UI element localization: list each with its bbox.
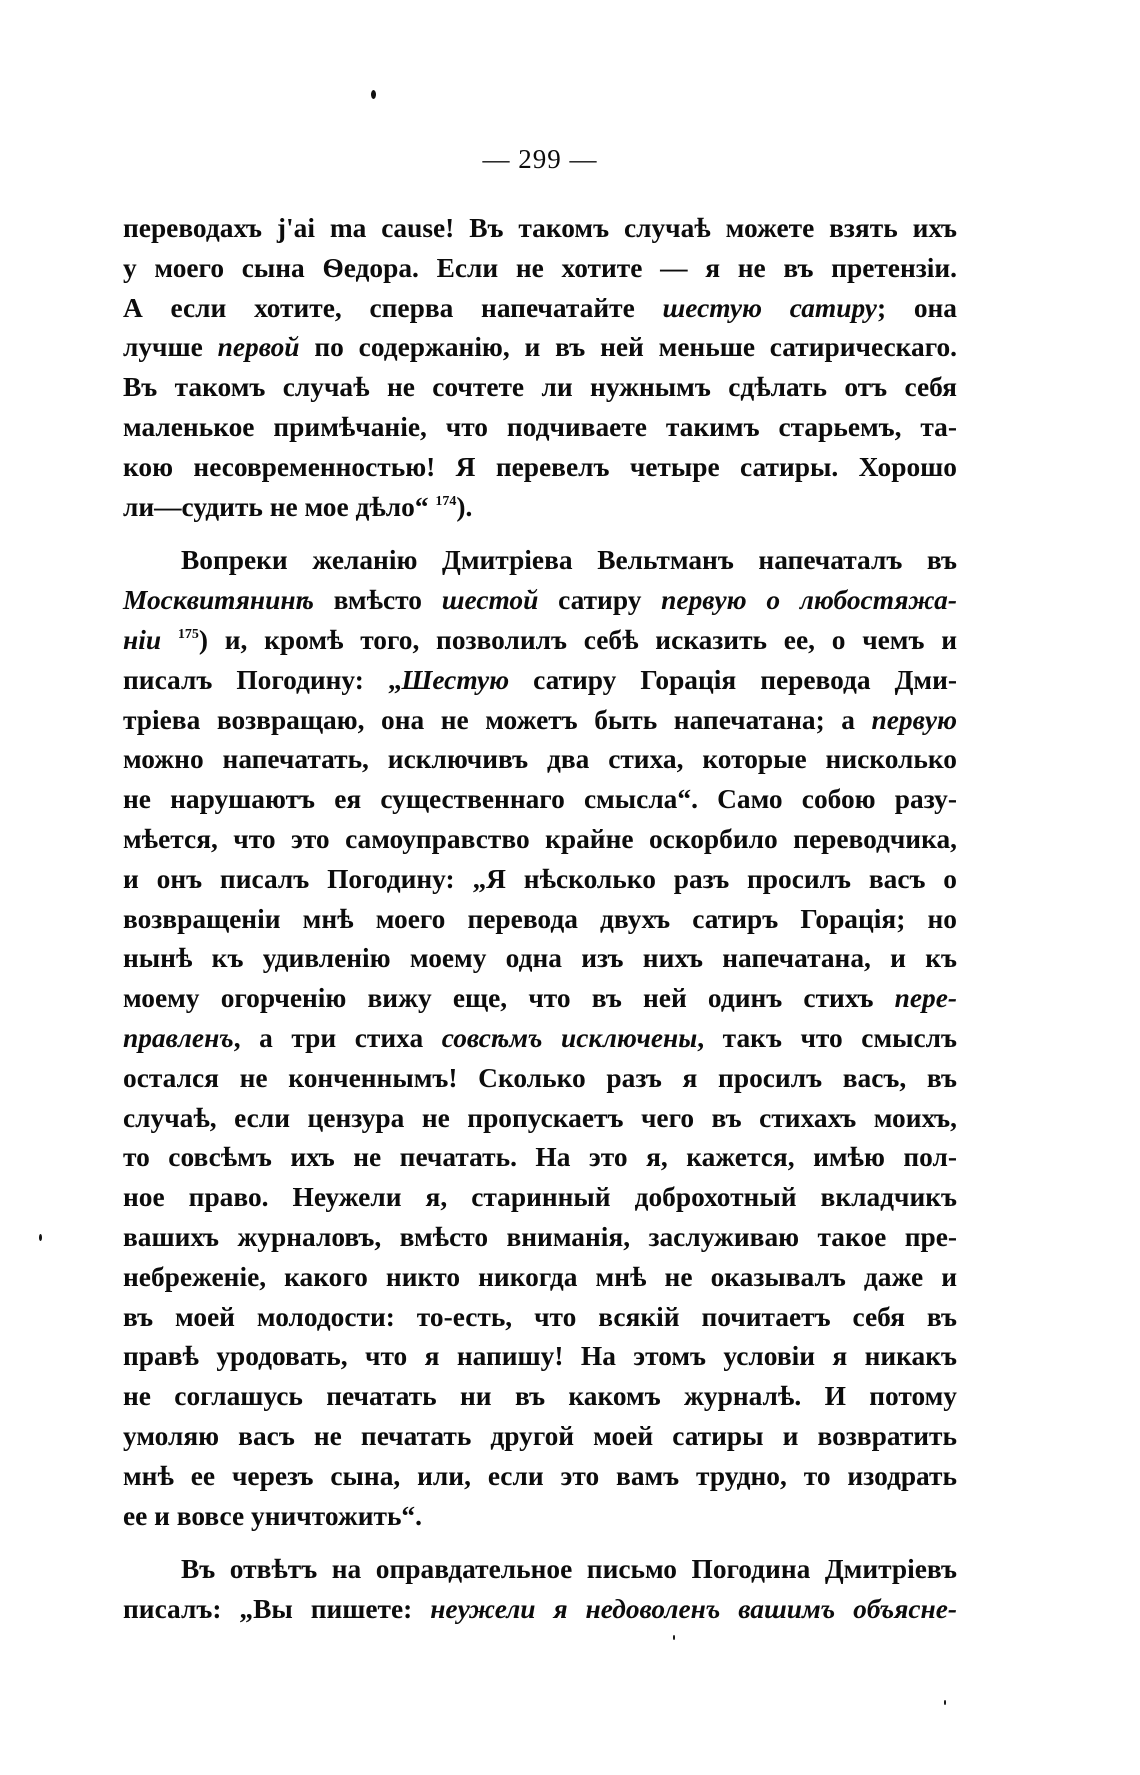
text-run: сатиру Горація перевода Дми-	[509, 664, 957, 695]
paragraph	[123, 209, 957, 527]
text-line	[123, 1218, 957, 1258]
body-text	[123, 209, 957, 1630]
text-run: сатиру	[538, 585, 662, 616]
text-line	[123, 661, 957, 701]
text-line	[123, 860, 957, 900]
text-line	[123, 701, 957, 741]
text-run: , такъ что смыслъ	[697, 1022, 957, 1053]
text-line	[123, 328, 957, 368]
text-run: остался не конченнымъ! Сколько разъ я просилъ васъ, въ	[123, 1062, 957, 1093]
text-run: ее и вовсе уничтожить“.	[123, 1500, 422, 1531]
text-line	[123, 408, 957, 448]
text-run: случаѣ, если цензура не пропускаетъ чего въ стихахъ моихъ,	[123, 1102, 957, 1133]
text-line	[123, 1298, 957, 1338]
text-line	[123, 541, 957, 581]
text-line	[123, 1337, 957, 1377]
text-line	[123, 621, 957, 661]
text-line	[123, 1457, 957, 1497]
text-run: ).	[456, 491, 473, 522]
text-line	[123, 900, 957, 940]
ink-speck	[371, 90, 376, 99]
paragraph	[123, 541, 957, 1536]
text-run: умоляю васъ не печатать другой моей сатиры и возвратить	[123, 1420, 957, 1451]
text-run: , а три стиха	[233, 1022, 442, 1053]
text-run: Вопреки желанію Дмитріева Вельтманъ напечаталъ въ	[181, 545, 957, 576]
italic-text: совсѣмъ исключены	[441, 1022, 698, 1053]
text-run: по содержанію, и въ ней меньше сатирическаго.	[299, 332, 957, 363]
text-line	[123, 1138, 957, 1178]
italic-text: первой	[217, 332, 300, 363]
text-run: и онъ писалъ Погодину: „Я нѣсколько разъ просилъ васъ о	[123, 863, 957, 894]
text-run: писалъ: „Вы пишете:	[123, 1594, 431, 1625]
text-run: ) и, кромѣ того, позволилъ себѣ исказить ее, о чемъ и	[198, 624, 957, 655]
text-run: небреженіе, какого никто никогда мнѣ не оказывалъ даже и	[123, 1261, 957, 1292]
text-run: не нарушаютъ ея существеннаго смысла“. Само собою разу-	[123, 784, 957, 815]
text-line	[123, 780, 957, 820]
italic-text: первую о любостяжа-	[661, 585, 957, 616]
text-run: тріева возвращаю, она не можетъ быть напечатана; а	[123, 704, 872, 735]
text-line	[123, 581, 957, 621]
text-line	[123, 1059, 957, 1099]
text-line	[123, 1550, 957, 1590]
text-line	[123, 368, 957, 408]
text-line	[123, 249, 957, 289]
text-run: у моего сына Ѳедора. Если не хотите — я не въ претензіи.	[123, 252, 957, 283]
italic-text: правленъ	[123, 1022, 234, 1053]
text-run: ; она	[876, 292, 957, 323]
text-line	[123, 740, 957, 780]
text-run: ное право. Неужели я, старинный доброхотный вкладчикъ	[123, 1182, 957, 1213]
text-line	[123, 1590, 957, 1630]
italic-text: Шестую	[401, 664, 510, 695]
text-line	[123, 488, 957, 528]
text-run: вмѣсто	[313, 585, 442, 616]
text-run: не соглашусь печатать ни въ какомъ журналѣ. И потому	[123, 1381, 957, 1412]
text-run: моему огорченію вижу еще, что въ ней одинъ стихъ	[123, 983, 895, 1014]
text-run: можно напечатать, исключивъ два стиха, которые нисколько	[123, 744, 957, 775]
italic-text: неужели я недоволенъ вашимъ объясне-	[430, 1594, 957, 1625]
text-line	[123, 979, 957, 1019]
text-run	[161, 625, 178, 655]
text-line	[123, 1019, 957, 1059]
text-line	[123, 1258, 957, 1298]
italic-text: шестую сатиру	[662, 292, 877, 323]
text-run: то совсѣмъ ихъ не печатать. На это я, кажется, имѣю пол-	[123, 1142, 957, 1173]
ink-speck	[673, 1635, 675, 1640]
italic-text: Москвитянинѣ	[123, 585, 314, 616]
text-line	[123, 1417, 957, 1457]
text-line	[123, 1377, 957, 1417]
italic-text: ніи	[123, 624, 162, 655]
text-line	[123, 1099, 957, 1139]
text-line	[123, 1178, 957, 1218]
text-run: въ моей молодости: то-есть, что всякій почитаетъ себя въ	[123, 1301, 957, 1332]
text-run: переводахъ j'ai ma cause! Въ такомъ случаѣ можете взять ихъ	[123, 213, 957, 243]
paragraph	[123, 1550, 957, 1630]
text-run: кою несовременностью! Я перевелъ четыре сатиры. Хорошо	[123, 451, 957, 482]
text-run: нынѣ къ удивленію моему одна изъ нихъ напечатана, и къ	[123, 943, 957, 974]
text-line	[123, 289, 957, 329]
italic-text: первую	[871, 704, 957, 735]
text-run: Въ отвѣтъ на оправдательное письмо Погодина Дмитріевъ	[181, 1554, 957, 1585]
text-run: Въ такомъ случаѣ не сочтете ли нужнымъ сдѣлать отъ себя	[123, 372, 957, 403]
text-run: мѣется, что это самоуправство крайне оскорбило переводчика,	[123, 823, 957, 854]
ink-speck	[944, 1700, 946, 1705]
text-run: маленькое примѣчаніе, что подчиваете такимъ старьемъ, та-	[123, 411, 957, 442]
text-run: А если хотите, сперва напечатайте	[123, 292, 663, 323]
text-line	[123, 209, 957, 249]
italic-text: шестой	[441, 585, 539, 616]
text-line	[123, 820, 957, 860]
text-run: вашихъ журналовъ, вмѣсто вниманія, заслуживаю такое пре-	[123, 1221, 957, 1252]
text-run: ли—судить не мое дѣло“	[123, 491, 436, 522]
text-run: мнѣ ее черезъ сына, или, если это вамъ трудно, то изодрать	[123, 1460, 957, 1491]
text-run: писалъ Погодину: „	[123, 664, 402, 695]
text-line	[123, 448, 957, 488]
text-run: возвращеніи мнѣ моего перевода двухъ сатиръ Горація; но	[123, 903, 957, 934]
italic-text: пере-	[894, 983, 957, 1014]
page-number: — 299 —	[482, 144, 598, 174]
ink-speck	[39, 1234, 42, 1241]
text-run: правѣ уродовать, что я напишу! На этомъ условіи я никакъ	[123, 1341, 957, 1372]
text-line	[123, 1497, 957, 1537]
text-run: лучше	[123, 332, 218, 363]
footnote-marker: 174	[435, 493, 457, 509]
text-line	[123, 939, 957, 979]
footnote-marker: 175	[177, 626, 199, 642]
